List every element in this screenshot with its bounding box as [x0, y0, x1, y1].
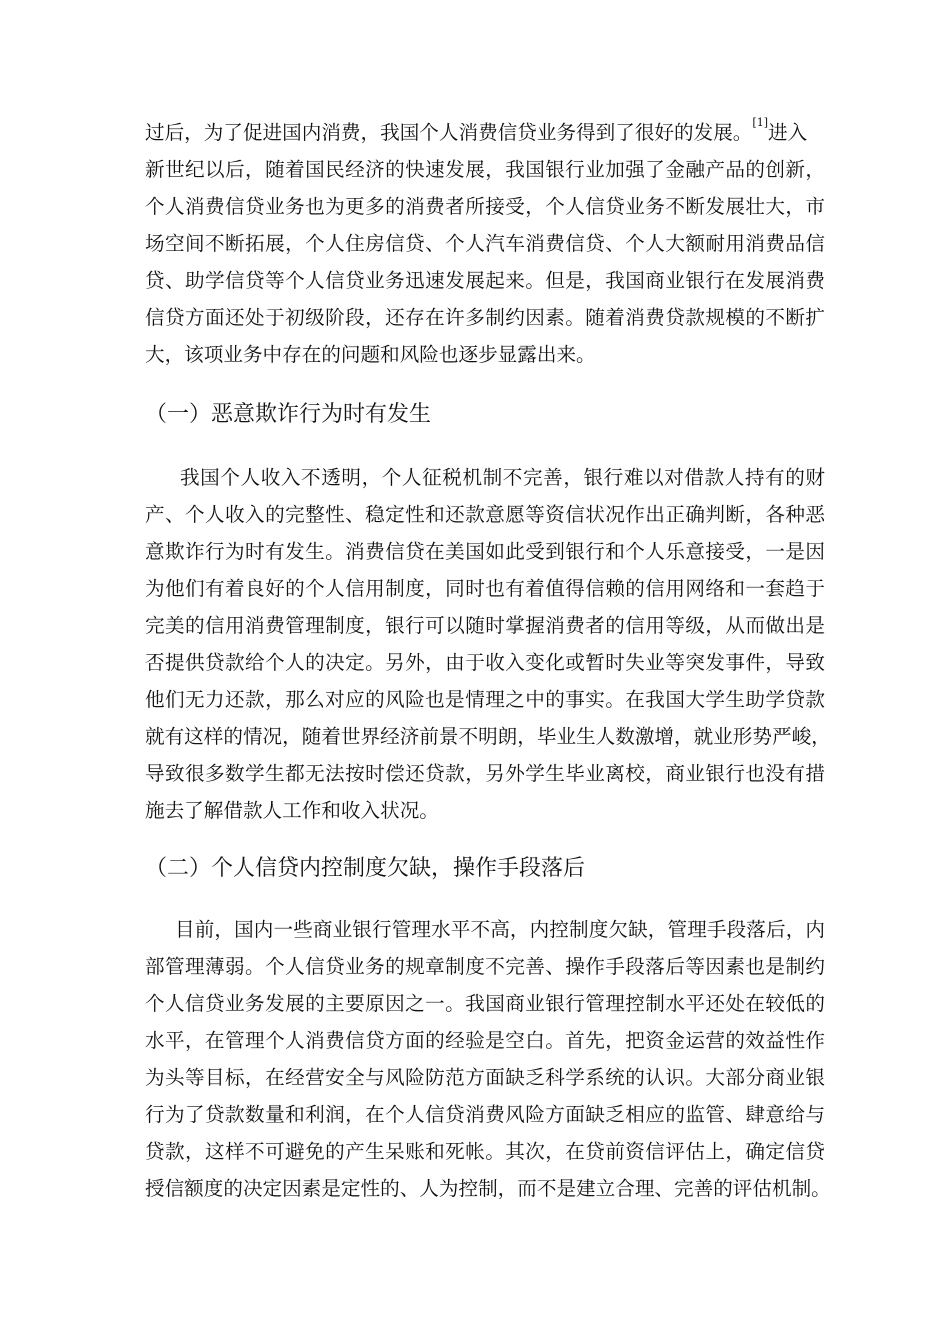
- paragraph-line: 我国个人收入不透明，个人征税机制不完善，银行难以对借款人持有的财: [180, 466, 825, 489]
- citation-marker: [1]: [752, 116, 768, 129]
- paragraph-line: 新世纪以后，随着国民经济的快速发展，我国银行业加强了金融产品的创新，: [145, 158, 825, 181]
- paragraph-line: 他们无力还款，那么对应的风险也是情理之中的事实。在我国大学生助学贷款: [145, 688, 825, 711]
- paragraph-line: 导致很多数学生都无法按时偿还贷款，另外学生毕业离校，商业银行也没有措: [145, 762, 825, 785]
- paragraph-text: 过后，为了促进国内消费，我国个人消费信贷业务得到了很好的发展。: [145, 121, 753, 144]
- paragraph-line: 为他们有着良好的个人信用制度，同时也有着值得信赖的信用网络和一套趋于: [145, 577, 825, 600]
- paragraph-line: 个人信贷业务发展的主要原因之一。我国商业银行管理控制水平还处在较低的: [145, 992, 825, 1015]
- paragraph-line: 完美的信用消费管理制度，银行可以随时掌握消费者的信用等级，从而做出是: [145, 614, 825, 637]
- paragraph-line: 水平，在管理个人消费信贷方面的经验是空白。首先，把资金运营的效益性作: [145, 1029, 825, 1052]
- paragraph-line: 大，该项业务中存在的问题和风险也逐步显露出来。: [145, 343, 596, 366]
- section-heading: （一）恶意欺诈行为时有发生: [145, 402, 432, 427]
- paragraph-line: 目前，国内一些商业银行管理水平不高，内控制度欠缺，管理手段落后，内: [175, 918, 825, 941]
- paragraph-text: 进入: [768, 121, 808, 144]
- paragraph-line: 贷、助学信贷等个人信贷业务迅速发展起来。但是，我国商业银行在发展消费: [145, 269, 825, 292]
- paragraph-line: 产、个人收入的完整性、稳定性和还款意愿等资信状况作出正确判断，各种恶: [145, 503, 825, 526]
- paragraph-line: 信贷方面还处于初级阶段，还存在许多制约因素。随着消费贷款规模的不断扩: [145, 306, 825, 329]
- paragraph-line: 个人消费信贷业务也为更多的消费者所接受，个人信贷业务不断发展壮大，市: [145, 195, 825, 218]
- paragraph-line: 场空间不断拓展，个人住房信贷、个人汽车消费信贷、个人大额耐用消费品信: [145, 232, 825, 255]
- paragraph-line: 施去了解借款人工作和收入状况。: [145, 799, 439, 822]
- paragraph-line: 否提供贷款给个人的决定。另外，由于收入变化或暂时失业等突发事件，导致: [145, 651, 825, 674]
- section-heading: （二）个人信贷内控制度欠缺，操作手段落后: [145, 856, 586, 881]
- paragraph-line: 意欺诈行为时有发生。消费信贷在美国如此受到银行和个人乐意接受，一是因: [145, 540, 825, 563]
- paragraph-line: 为头等目标，在经营安全与风险防范方面缺乏科学系统的认识。大部分商业银: [145, 1066, 825, 1089]
- paragraph-line: 就有这样的情况，随着世界经济前景不明朗，毕业生人数激增，就业形势严峻，: [145, 725, 831, 748]
- paragraph-line: 贷款，这样不可避免的产生呆账和死帐。其次，在贷前资信评估上，确定信贷: [145, 1140, 825, 1163]
- paragraph-line: 行为了贷款数量和利润，在个人信贷消费风险方面缺乏相应的监管、肆意给与: [145, 1103, 825, 1126]
- paragraph-line: 部管理薄弱。个人信贷业务的规章制度不完善、操作手段落后等因素也是制约: [145, 955, 825, 978]
- paragraph-line: 授信额度的决定因素是定性的、人为控制，而不是建立合理、完善的评估机制。: [145, 1177, 831, 1200]
- paragraph-line: [145, 116, 825, 146]
